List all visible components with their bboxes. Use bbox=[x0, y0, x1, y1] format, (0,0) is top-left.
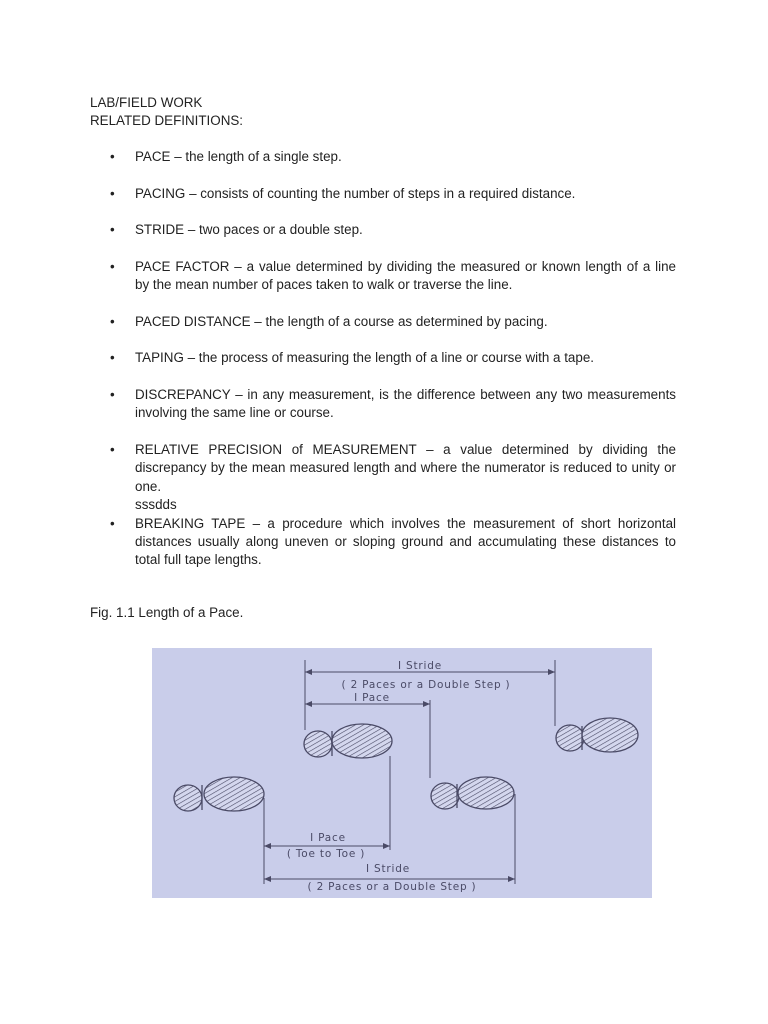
definition-relative-precision bbox=[90, 441, 676, 515]
definition-relative-precision-text: RELATIVE PRECISION of MEASUREMENT – a value determined by dividing the discrepancy by the mean measured length and where the numerator is reduced to unity or one. bbox=[135, 441, 676, 494]
definitions-list bbox=[90, 148, 676, 588]
top-stride-label: I Stride bbox=[398, 660, 442, 672]
definition-stride: • STRIDE – two paces or a double step. bbox=[90, 221, 676, 239]
section-heading: RELATED DEFINITIONS: bbox=[90, 113, 244, 128]
bottom-stride-label: I Stride bbox=[366, 863, 410, 875]
definition-pace: • PACE – the length of a single step. bbox=[90, 148, 676, 166]
stray-text: sssdds bbox=[135, 497, 177, 513]
pace-figure bbox=[152, 648, 652, 898]
bottom-stride-note: ( 2 Paces or a Double Step ) bbox=[307, 881, 477, 893]
bottom-pace-label: I Pace bbox=[310, 832, 346, 844]
figure-caption: Fig. 1.1 Length of a Pace. bbox=[90, 605, 244, 620]
definition-breaking-tape: • BREAKING TAPE – a procedure which involves the measurement of short horizontal distances usually along uneven or sloping ground and accumulating these distances to total full tape lengths. bbox=[90, 515, 676, 570]
definition-taping: • TAPING – the process of measuring the length of a line or course with a tape. bbox=[90, 349, 676, 367]
definition-discrepancy: • DISCREPANCY – in any measurement, is the difference between any two measurements involving the same line or course. bbox=[90, 386, 676, 423]
definition-pacing: • PACING – consists of counting the number of steps in a required distance. bbox=[90, 185, 676, 203]
definition-paced-distance: • PACED DISTANCE – the length of a course as determined by pacing. bbox=[90, 313, 676, 331]
pace-diagram bbox=[152, 648, 652, 898]
top-stride-note: ( 2 Paces or a Double Step ) bbox=[341, 679, 511, 691]
page-heading: LAB/FIELD WORK bbox=[90, 95, 203, 110]
top-pace-label: I Pace bbox=[354, 692, 390, 704]
definition-pace-factor: • PACE FACTOR – a value determined by dividing the measured or known length of a line by the mean number of paces taken to walk or traverse the line. bbox=[90, 258, 676, 295]
bottom-pace-note: ( Toe to Toe ) bbox=[286, 848, 366, 860]
